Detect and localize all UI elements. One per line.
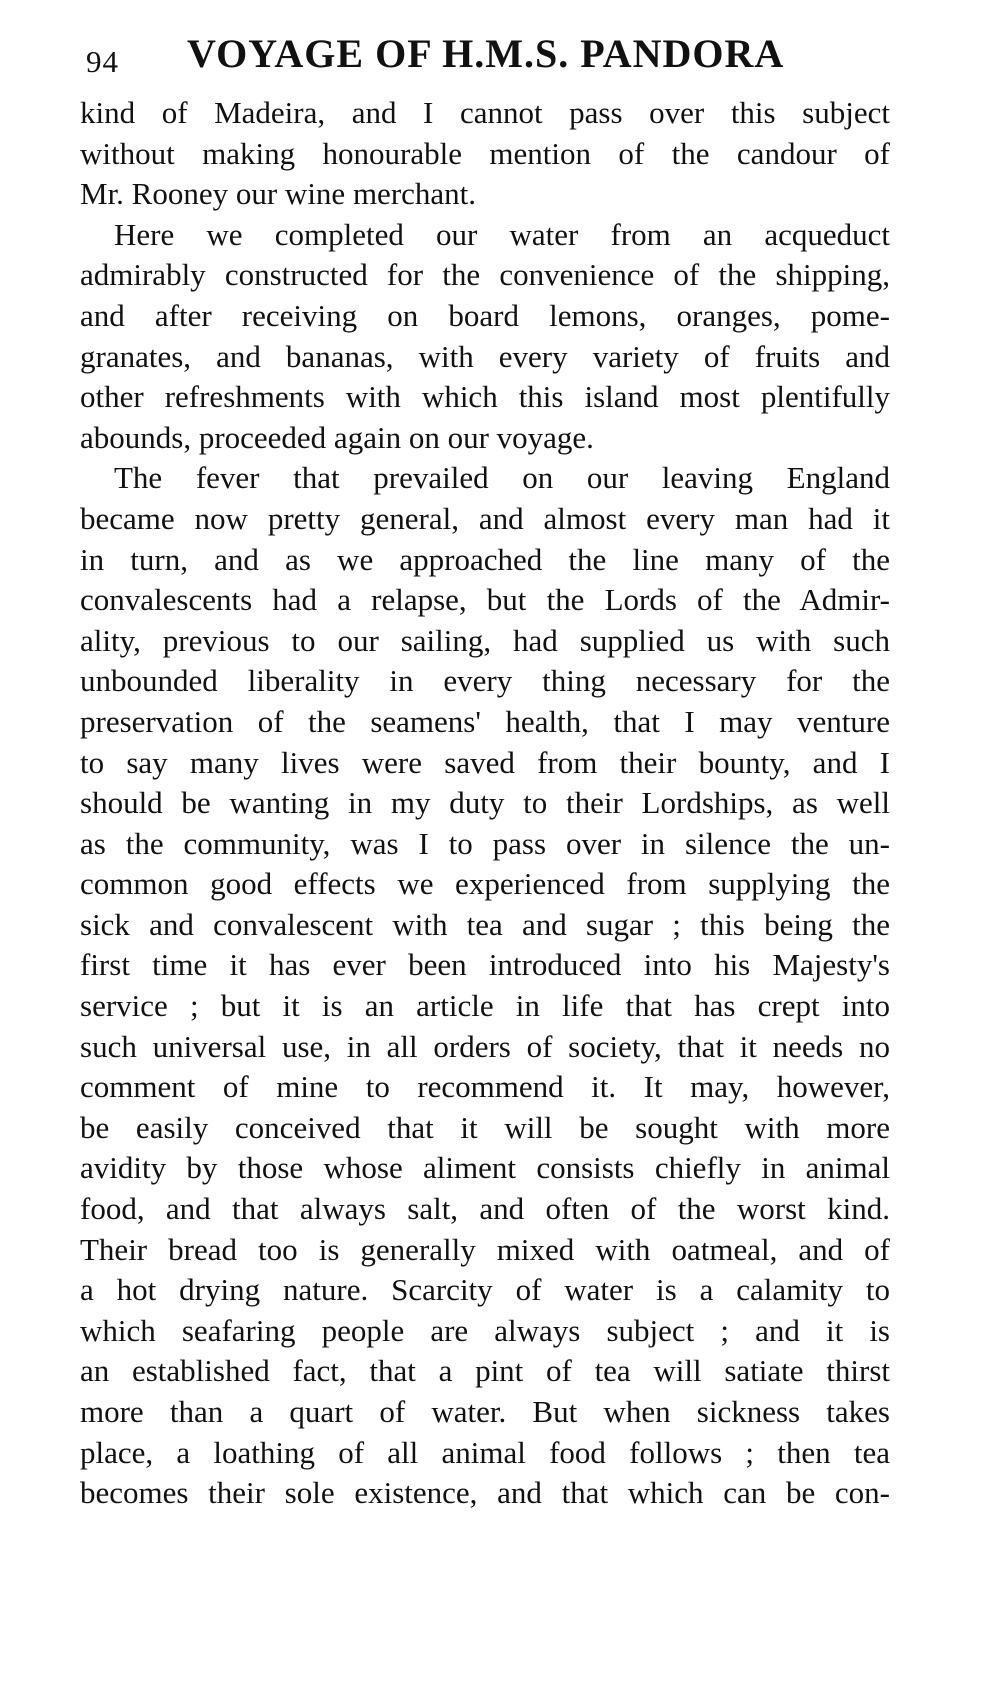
text-line: an established fact, that a pint of tea will satiate thirst <box>80 1353 890 1389</box>
text-line: and after receiving on board lemons, oranges, pome- <box>80 297 890 333</box>
paragraph-2 <box>80 215 890 459</box>
text-line: avidity by those whose aliment consists chiefly in animal <box>80 1150 890 1186</box>
text-line: unbounded liberality in every thing necessary for the <box>80 663 890 699</box>
text-line: becomes their sole existence, and that which can be con- <box>80 1475 890 1511</box>
paragraph-1 <box>80 93 890 215</box>
text-line: abounds, proceeded again on our voyage. <box>80 419 594 455</box>
text-line: other refreshments with which this island most plentifully <box>80 379 890 415</box>
text-line: sick and convalescent with tea and sugar ; this being the <box>80 906 890 942</box>
text-line: preservation of the seamens' health, that I may venture <box>80 703 890 739</box>
text-line: food, and that always salt, and often of the worst kind. <box>80 1191 890 1227</box>
text-line: place, a loathing of all animal food follows ; then tea <box>80 1434 890 1470</box>
text-line: in turn, and as we approached the line many of the <box>80 541 890 577</box>
body-text <box>80 93 890 1514</box>
text-line: Mr. Rooney our wine merchant. <box>80 176 477 212</box>
text-line: common good effects we experienced from supplying the <box>80 866 890 902</box>
text-line: more than a quart of water. But when sickness takes <box>80 1394 890 1429</box>
text-line: convalescents had a relapse, but the Lords of the Admir- <box>80 582 890 618</box>
paragraph-3 <box>80 458 890 1513</box>
text-line: service ; but it is an article in life that has crept into <box>80 988 890 1024</box>
page-number: 94 <box>86 44 119 79</box>
text-line: Here we completed our water from an acqueduct <box>114 216 890 252</box>
text-line: such universal use, in all orders of society, that it needs no <box>80 1028 890 1064</box>
text-line: without making honourable mention of the candour of <box>80 135 890 171</box>
text-line: which seafaring people are always subject ; and it is <box>80 1312 890 1348</box>
text-line: as the community, was I to pass over in silence the un- <box>80 825 890 861</box>
text-line: a hot drying nature. Scarcity of water is a calamity to <box>80 1272 890 1308</box>
text-line: to say many lives were saved from their bounty, and I <box>80 744 890 780</box>
text-line: should be wanting in my duty to their Lordships, as well <box>80 785 890 821</box>
text-line: comment of mine to recommend it. It may, however, <box>80 1069 890 1105</box>
text-line: first time it has ever been introduced into his Majesty's <box>80 947 890 983</box>
running-title: VOYAGE OF H.M.S. PANDORA <box>187 31 785 76</box>
text-line: admirably constructed for the convenience of the shipping, <box>80 257 890 293</box>
running-head <box>86 30 886 80</box>
text-line: became now pretty general, and almost every man had it <box>80 500 890 536</box>
text-line: granates, and bananas, with every variety of fruits and <box>80 338 890 374</box>
text-line: ality, previous to our sailing, had supplied us with such <box>80 622 890 658</box>
text-line: Their bread too is generally mixed with oatmeal, and of <box>80 1231 890 1267</box>
text-line: The fever that prevailed on our leaving England <box>114 460 890 496</box>
text-line: be easily conceived that it will be sought with more <box>80 1109 890 1145</box>
text-line: kind of Madeira, and I cannot pass over this subject <box>80 95 890 130</box>
